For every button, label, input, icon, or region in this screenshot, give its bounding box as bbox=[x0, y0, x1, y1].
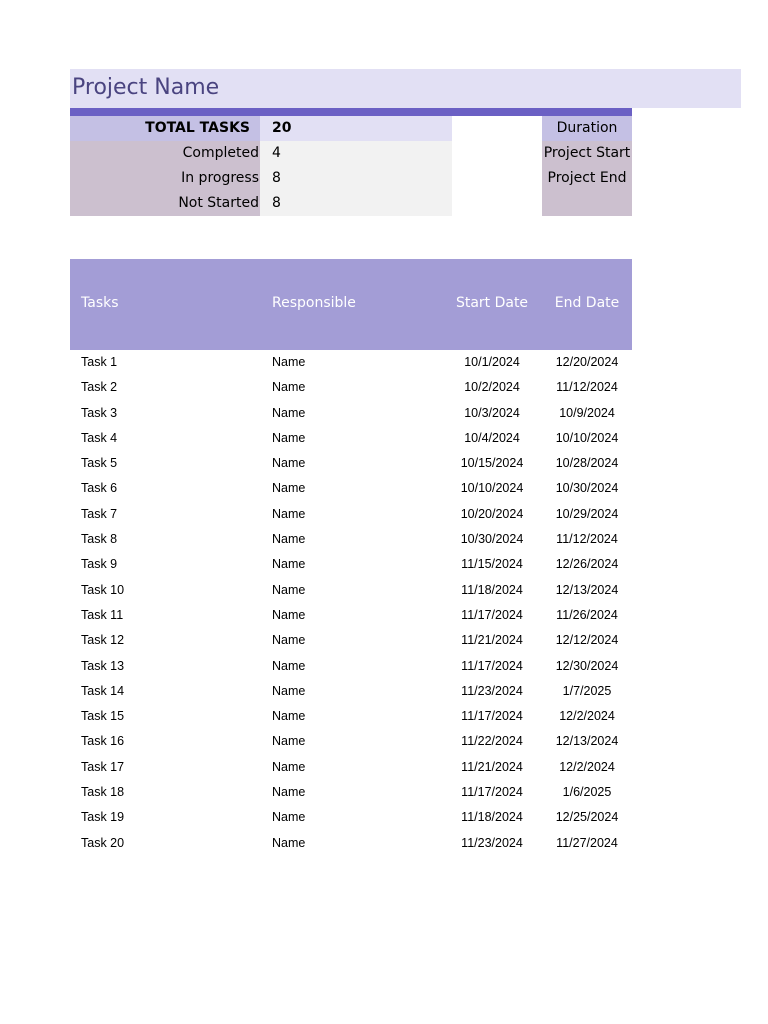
table-row bbox=[70, 831, 632, 856]
table-row bbox=[70, 729, 632, 754]
task-name-cell[interactable]: Task 20 bbox=[81, 835, 125, 850]
start-date-cell[interactable]: 11/23/2024 bbox=[461, 835, 523, 850]
project-title[interactable]: Project Name bbox=[72, 75, 220, 100]
duration-label[interactable]: Duration bbox=[542, 116, 632, 141]
start-date-cell[interactable]: 11/23/2024 bbox=[461, 683, 523, 698]
task-name-cell[interactable]: Task 18 bbox=[81, 785, 125, 800]
summary-label-total-tasks: TOTAL TASKS bbox=[70, 116, 260, 141]
column-header-tasks[interactable]: Tasks bbox=[81, 295, 119, 311]
responsible-cell[interactable]: Name bbox=[272, 658, 306, 673]
end-date-cell[interactable]: 10/30/2024 bbox=[555, 481, 619, 496]
responsible-cell[interactable]: Name bbox=[272, 506, 306, 521]
end-date-cell[interactable]: 10/9/2024 bbox=[559, 405, 615, 420]
end-date-cell[interactable]: 12/13/2024 bbox=[555, 582, 619, 597]
column-header-start-date[interactable]: Start Date bbox=[455, 295, 529, 311]
table-row bbox=[70, 350, 632, 375]
task-name-cell[interactable]: Task 4 bbox=[81, 430, 118, 445]
task-name-cell[interactable]: Task 16 bbox=[81, 734, 125, 749]
responsible-cell[interactable]: Name bbox=[272, 405, 306, 420]
start-date-cell[interactable]: 10/15/2024 bbox=[460, 456, 524, 471]
table-row bbox=[70, 451, 632, 476]
summary-value-not-started[interactable]: 8 bbox=[260, 191, 452, 216]
table-row bbox=[70, 527, 632, 552]
end-date-cell[interactable]: 12/20/2024 bbox=[555, 355, 619, 369]
start-date-cell[interactable]: 10/3/2024 bbox=[464, 405, 520, 420]
table-row bbox=[70, 780, 632, 805]
end-date-cell[interactable]: 12/2/2024 bbox=[559, 709, 615, 724]
task-name-cell[interactable]: Task 19 bbox=[81, 810, 125, 825]
end-date-cell[interactable]: 12/12/2024 bbox=[555, 633, 619, 648]
end-date-cell[interactable]: 10/29/2024 bbox=[555, 506, 619, 521]
table-row bbox=[70, 628, 632, 653]
end-date-cell[interactable]: 12/13/2024 bbox=[555, 734, 619, 749]
summary-label-not-started: Not Started bbox=[70, 191, 260, 216]
end-date-cell[interactable]: 11/27/2024 bbox=[556, 835, 618, 850]
table-row bbox=[70, 502, 632, 527]
summary-label-in-progress: In progress bbox=[70, 166, 260, 191]
responsible-cell[interactable]: Name bbox=[272, 835, 306, 850]
start-date-cell[interactable]: 11/21/2024 bbox=[461, 633, 523, 648]
responsible-cell[interactable]: Name bbox=[272, 355, 306, 369]
task-name-cell[interactable]: Task 7 bbox=[81, 506, 118, 521]
project-end-label[interactable]: Project End bbox=[542, 166, 632, 191]
responsible-cell[interactable]: Name bbox=[272, 785, 306, 800]
responsible-cell[interactable]: Name bbox=[272, 430, 306, 445]
responsible-cell[interactable]: Name bbox=[272, 759, 306, 774]
responsible-cell[interactable]: Name bbox=[272, 607, 306, 622]
task-name-cell[interactable]: Task 9 bbox=[81, 557, 118, 572]
table-row bbox=[70, 704, 632, 729]
task-name-cell[interactable]: Task 5 bbox=[81, 456, 118, 471]
end-date-cell[interactable]: 12/26/2024 bbox=[555, 557, 619, 572]
task-table-body bbox=[70, 350, 632, 856]
title-band bbox=[70, 69, 741, 108]
task-name-cell[interactable]: Task 3 bbox=[81, 405, 118, 420]
task-name-cell[interactable]: Task 8 bbox=[81, 532, 118, 547]
start-date-cell[interactable]: 10/10/2024 bbox=[460, 481, 524, 496]
summary-label-completed: Completed bbox=[70, 141, 260, 166]
start-date-cell[interactable]: 11/17/2024 bbox=[461, 658, 523, 673]
end-date-cell[interactable]: 1/7/2025 bbox=[562, 683, 612, 698]
table-row bbox=[70, 755, 632, 780]
summary-value-in-progress[interactable]: 8 bbox=[260, 166, 452, 191]
table-row bbox=[70, 679, 632, 704]
table-row bbox=[70, 375, 632, 400]
task-name-cell[interactable]: Task 14 bbox=[81, 683, 125, 698]
end-date-cell[interactable]: 11/12/2024 bbox=[556, 380, 618, 395]
responsible-cell[interactable]: Name bbox=[272, 532, 306, 547]
responsible-cell[interactable]: Name bbox=[272, 380, 306, 395]
responsible-cell[interactable]: Name bbox=[272, 582, 306, 597]
responsible-cell[interactable]: Name bbox=[272, 810, 306, 825]
end-date-cell[interactable]: 12/2/2024 bbox=[559, 759, 615, 774]
end-date-cell[interactable]: 12/30/2024 bbox=[555, 658, 619, 673]
start-date-cell[interactable]: 11/18/2024 bbox=[461, 582, 523, 597]
task-name-cell[interactable]: Task 13 bbox=[81, 658, 125, 673]
task-name-cell[interactable]: Task 11 bbox=[81, 607, 124, 622]
start-date-cell[interactable]: 11/17/2024 bbox=[461, 785, 523, 800]
start-date-cell[interactable]: 10/4/2024 bbox=[464, 430, 520, 445]
responsible-cell[interactable]: Name bbox=[272, 633, 306, 648]
responsible-cell[interactable]: Name bbox=[272, 481, 306, 496]
responsible-cell[interactable]: Name bbox=[272, 683, 306, 698]
start-date-cell[interactable]: 11/17/2024 bbox=[461, 709, 523, 724]
end-date-cell[interactable]: 11/26/2024 bbox=[556, 607, 618, 622]
table-row bbox=[70, 578, 632, 603]
summary-value-completed[interactable]: 4 bbox=[260, 141, 452, 166]
table-row bbox=[70, 426, 632, 451]
summary-value-total-tasks[interactable]: 20 bbox=[260, 116, 452, 141]
start-date-cell[interactable]: 11/15/2024 bbox=[461, 557, 523, 572]
column-header-end-date[interactable]: End Date bbox=[554, 295, 620, 311]
task-table-header bbox=[70, 259, 632, 350]
start-date-cell[interactable]: 11/17/2024 bbox=[461, 607, 523, 622]
task-name-cell[interactable]: Task 6 bbox=[81, 481, 118, 496]
task-name-cell[interactable]: Task 1 bbox=[81, 355, 118, 369]
end-date-cell[interactable]: 10/10/2024 bbox=[555, 430, 619, 445]
table-row bbox=[70, 401, 632, 426]
end-date-cell[interactable]: 10/28/2024 bbox=[555, 456, 619, 471]
task-name-cell[interactable]: Task 10 bbox=[81, 582, 125, 597]
task-name-cell[interactable]: Task 2 bbox=[81, 380, 118, 395]
table-row bbox=[70, 603, 632, 628]
start-date-cell[interactable]: 11/18/2024 bbox=[461, 810, 523, 825]
table-row bbox=[70, 654, 632, 679]
task-name-cell[interactable]: Task 12 bbox=[81, 633, 125, 648]
start-date-cell[interactable]: 11/21/2024 bbox=[461, 759, 523, 774]
column-header-responsible[interactable]: Responsible bbox=[272, 295, 356, 311]
start-date-cell[interactable]: 10/30/2024 bbox=[460, 532, 524, 547]
end-date-cell[interactable]: 1/6/2025 bbox=[562, 785, 612, 800]
responsible-cell[interactable]: Name bbox=[272, 456, 306, 471]
responsible-cell[interactable]: Name bbox=[272, 557, 306, 572]
end-date-cell[interactable]: 12/25/2024 bbox=[555, 810, 619, 825]
start-date-cell[interactable]: 11/22/2024 bbox=[461, 734, 523, 749]
end-date-cell[interactable]: 11/12/2024 bbox=[556, 532, 618, 547]
task-name-cell[interactable]: Task 17 bbox=[81, 759, 125, 774]
responsible-cell[interactable]: Name bbox=[272, 709, 306, 724]
side-label-blank[interactable] bbox=[542, 191, 632, 216]
accent-bar bbox=[70, 108, 632, 116]
start-date-cell[interactable]: 10/2/2024 bbox=[464, 380, 520, 395]
responsible-cell[interactable]: Name bbox=[272, 734, 306, 749]
table-row bbox=[70, 476, 632, 501]
project-start-label[interactable]: Project Start bbox=[542, 141, 632, 166]
table-row bbox=[70, 552, 632, 577]
start-date-cell[interactable]: 10/20/2024 bbox=[460, 506, 524, 521]
task-name-cell[interactable]: Task 15 bbox=[81, 709, 125, 724]
start-date-cell[interactable]: 10/1/2024 bbox=[464, 355, 520, 369]
table-row bbox=[70, 805, 632, 830]
